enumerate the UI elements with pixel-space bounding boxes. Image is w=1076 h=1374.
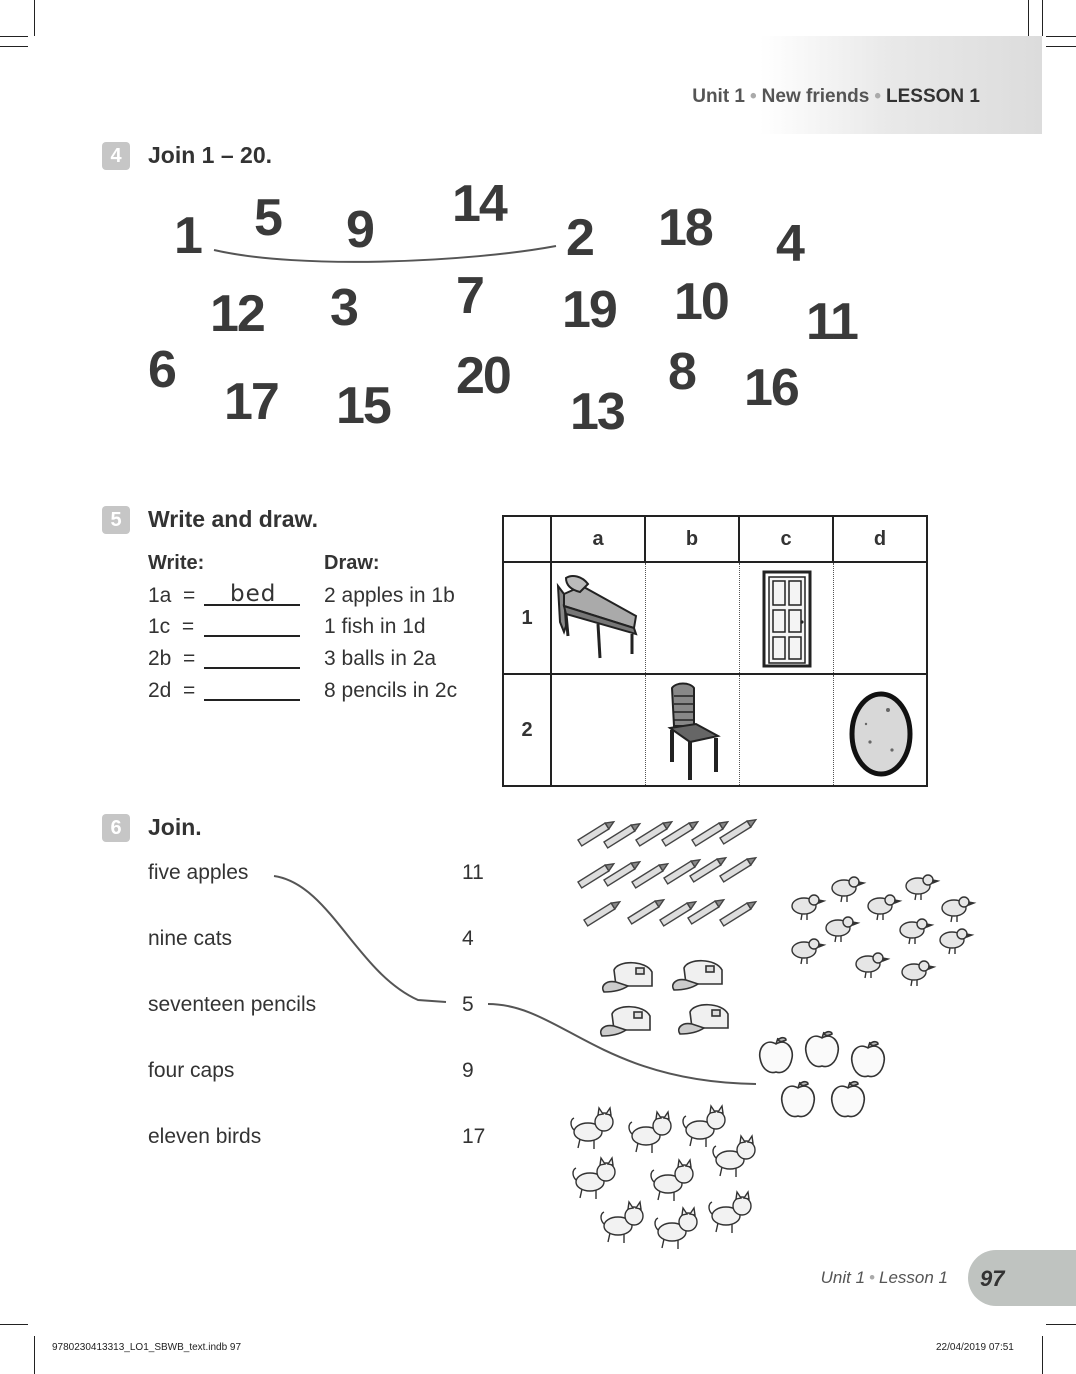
write-equals: = [183,679,196,702]
write-equals: = [183,584,196,607]
write-cell: 2d [148,679,172,702]
exercise-title: Join 1 – 20. [148,142,273,168]
answer-text: bed [230,581,277,607]
write-heading: Write: [148,552,205,574]
dot-number[interactable]: 2 [566,209,593,267]
grid-column-header: b [645,516,739,562]
dot-number[interactable]: 17 [224,373,278,431]
grid-column-header: a [551,516,645,562]
footer-lesson: Lesson 1 [879,1268,948,1287]
print-slug-file: 9780230413313_LO1_SBWB_text.indb 97 [52,1342,242,1353]
page-number: 97 [980,1266,1005,1291]
dot-number[interactable]: 19 [562,281,616,339]
page-footer [821,1268,948,1288]
exercise-title: Join. [148,814,202,840]
header-separator: • [874,86,882,107]
dot-number[interactable]: 9 [346,201,373,259]
dot-number[interactable]: 18 [658,199,712,257]
join-number[interactable]: 17 [462,1125,486,1148]
header-topic: New friends [761,86,870,107]
caps-group-icon [594,956,744,1046]
header-separator: • [750,86,757,107]
write-cell: 2b [148,647,172,670]
draw-item: 2 apples in 1b [324,584,455,607]
dot-number[interactable]: 3 [330,279,357,337]
exercise-number: 6 [102,814,130,842]
dot-number[interactable]: 15 [336,377,390,435]
join-number[interactable]: 4 [462,927,474,950]
grid-column-header: c [739,516,833,562]
dot-number[interactable]: 20 [456,347,510,405]
draw-item: 8 pencils in 2c [324,679,458,702]
join-phrase[interactable]: four caps [148,1059,235,1082]
grid-row-header: 1 [503,562,551,674]
join-phrase[interactable]: eleven birds [148,1125,262,1148]
draw-heading: Draw: [324,552,380,574]
birds-group-icon [782,868,982,992]
join-number[interactable]: 5 [462,993,474,1016]
dot-number[interactable]: 16 [744,359,798,417]
join-number[interactable]: 9 [462,1059,474,1082]
dot-number[interactable]: 6 [148,341,175,399]
footer-unit: Unit 1 [820,1268,866,1287]
header-lesson: LESSON 1 [886,86,980,107]
dot-number[interactable]: 12 [210,285,264,343]
write-equals: = [181,615,195,638]
dot-number[interactable]: 10 [674,273,728,331]
join-phrase[interactable]: five apples [148,861,249,884]
dot-number[interactable]: 7 [456,267,483,325]
dot-number[interactable]: 13 [570,383,624,441]
join-phrase[interactable]: nine cats [148,927,233,950]
dot-number[interactable]: 5 [254,189,281,247]
dot-number[interactable]: 11 [806,293,857,351]
draw-item: 1 fish in 1d [324,615,426,638]
pencils-group-icon [570,814,760,934]
join-number[interactable]: 11 [462,861,484,884]
exercise-title: Write and draw. [148,506,318,532]
dot-number[interactable]: 8 [668,343,695,401]
write-cell: 1a [148,584,172,607]
write-equals: = [183,647,196,670]
apples-group-icon [754,1030,894,1122]
exercise-number: 5 [102,506,130,534]
dot-number[interactable]: 14 [452,175,506,233]
write-cell: 1c [148,615,171,638]
join-phrase[interactable]: seventeen pencils [148,993,317,1016]
footer-separator: • [869,1268,875,1287]
grid-row-header: 2 [503,674,551,786]
print-slug-date: 22/04/2019 07:51 [936,1342,1014,1353]
dot-number[interactable]: 4 [776,215,803,273]
exercise-number: 4 [102,142,130,170]
draw-item: 3 balls in 2a [324,647,437,670]
header-unit: Unit 1 [692,86,745,107]
grid-column-header: d [833,516,927,562]
dot-number[interactable]: 1 [174,207,201,265]
cats-group-icon [566,1102,766,1254]
